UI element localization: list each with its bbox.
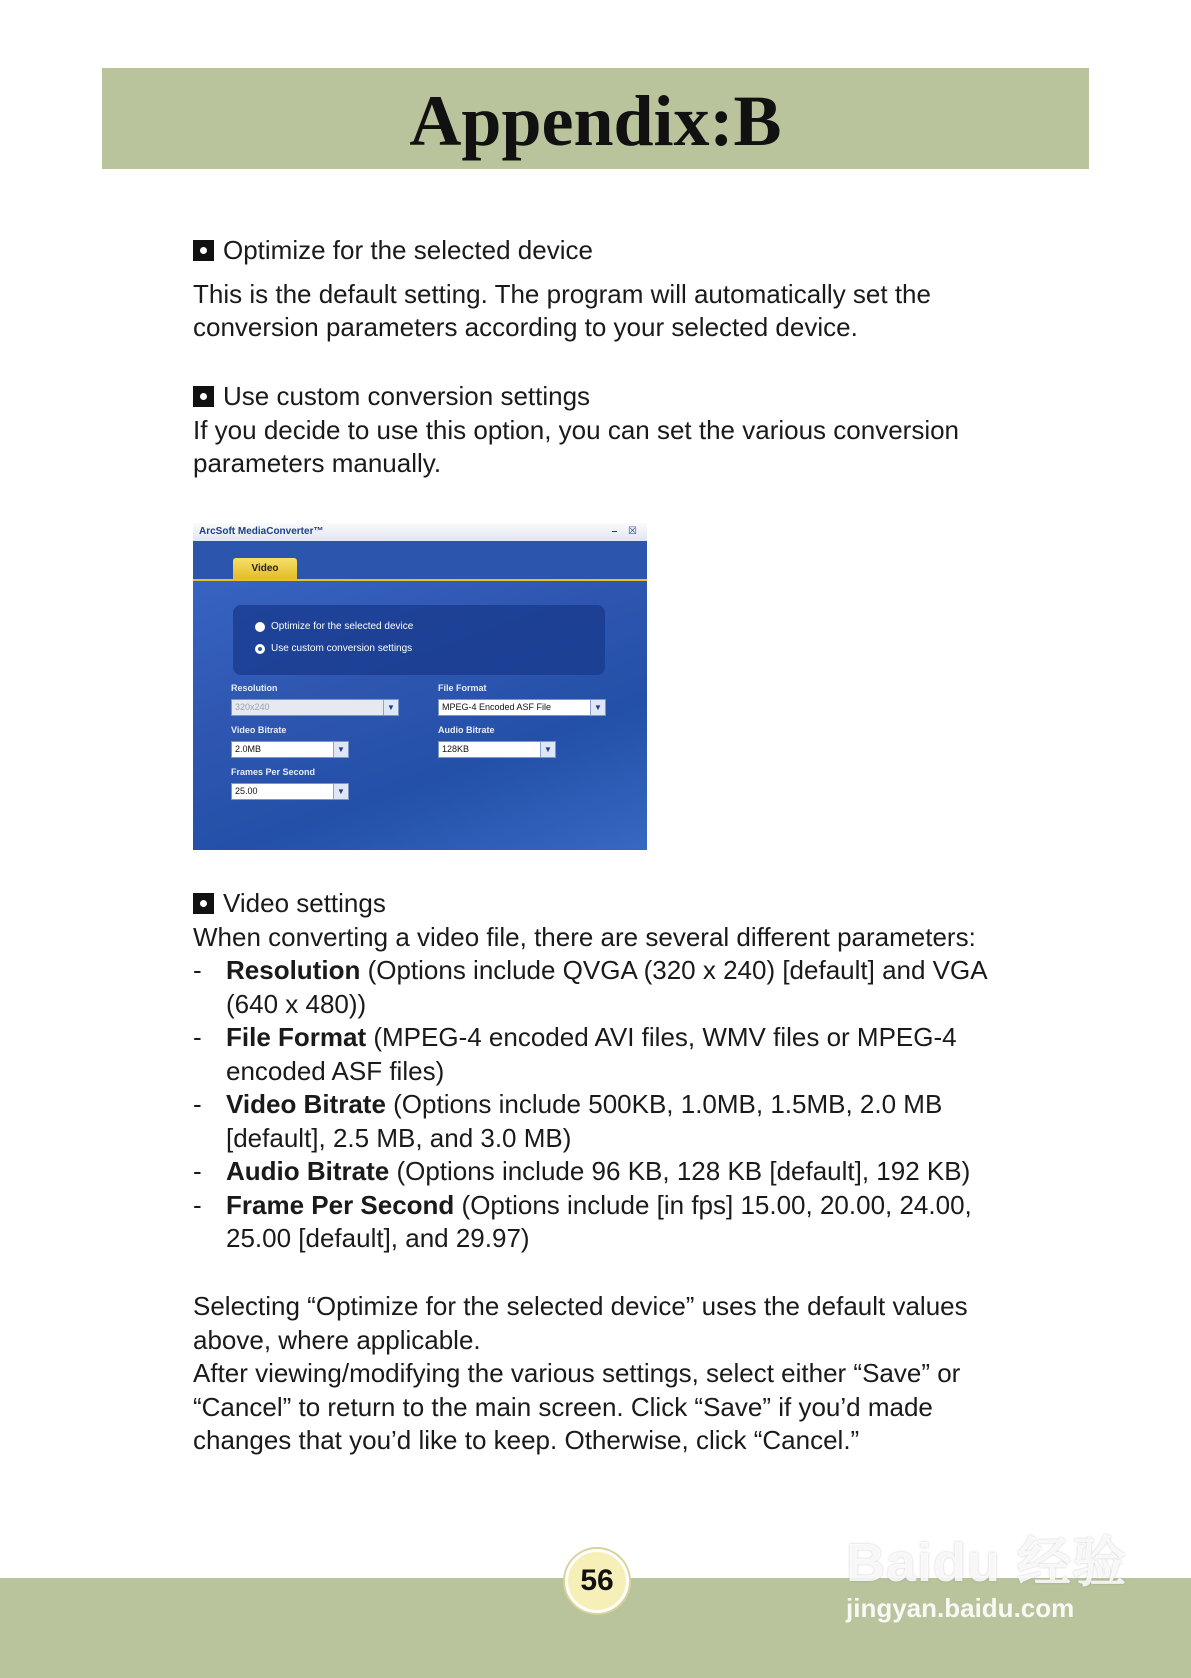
resolution-select[interactable] xyxy=(231,699,399,716)
page-number: 56 xyxy=(565,1549,629,1613)
section-video-heading xyxy=(193,887,1073,921)
watermark-brand: Baidu 经验 xyxy=(846,1533,1128,1593)
section-custom xyxy=(193,380,1073,481)
list-term: Audio Bitrate xyxy=(226,1156,390,1186)
list-dash: - xyxy=(193,1022,202,1052)
app-tabstrip xyxy=(193,541,647,581)
file-format-label: File Format xyxy=(438,683,487,693)
section-closing xyxy=(193,1290,1073,1458)
watermark-url: jingyan.baidu.com xyxy=(846,1593,1075,1623)
list-dash: - xyxy=(193,1156,202,1186)
radio-label: Optimize for the selected device xyxy=(271,621,414,632)
list-term: Video Bitrate xyxy=(226,1089,386,1119)
bullet-square-icon xyxy=(193,240,214,261)
list-text: (Options include 96 KB, 128 KB [default], 192 KB) xyxy=(389,1156,971,1186)
list-text: (MPEG-4 encoded AVI files, WMV files or MPEG-4 xyxy=(366,1022,957,1052)
paragraph-line: changes that you’d like to keep. Otherwise, click “Cancel.” xyxy=(193,1425,860,1455)
chevron-down-icon: ▼ xyxy=(333,742,348,757)
audio-bitrate-value: 128KB xyxy=(442,744,470,754)
file-format-value: MPEG-4 Encoded ASF File xyxy=(442,702,552,712)
section-custom-heading xyxy=(193,380,1073,414)
list-item xyxy=(193,1021,1073,1088)
resolution-label: Resolution xyxy=(231,683,278,693)
list-text: (Options include [in fps] 15.00, 20.00, 24.00, xyxy=(454,1189,972,1220)
radio-selected-icon xyxy=(255,644,265,654)
radio-optimize[interactable] xyxy=(255,621,413,632)
app-title: ArcSoft MediaConverter™ xyxy=(199,526,324,537)
bullet-square-icon xyxy=(193,893,214,914)
list-dash: - xyxy=(193,955,202,985)
section-optimize-heading xyxy=(193,234,1073,268)
paragraph-line: This is the default setting. The program will automatically set the xyxy=(193,278,931,309)
paragraph-line: After viewing/modifying the various settings, select either “Save” or xyxy=(193,1358,961,1388)
list-text: (640 x 480)) xyxy=(226,988,367,1019)
video-bitrate-label: Video Bitrate xyxy=(231,725,287,735)
tab-video[interactable]: Video xyxy=(233,558,297,579)
heading-text: Video settings xyxy=(223,888,386,918)
audio-bitrate-select[interactable] xyxy=(438,741,556,758)
list-text: (Options include 500KB, 1.0MB, 1.5MB, 2.0 MB xyxy=(385,1089,943,1119)
section-video xyxy=(193,887,1073,1256)
heading-text: Use custom conversion settings xyxy=(223,381,591,411)
list-dash: - xyxy=(193,1089,202,1119)
paragraph-line: conversion parameters according to your selected device. xyxy=(193,312,858,342)
chevron-down-icon: ▼ xyxy=(333,784,348,799)
paragraph-line: Selecting “Optimize for the selected device” uses the default values xyxy=(193,1291,968,1321)
section-optimize xyxy=(193,234,1073,345)
list-dash: - xyxy=(193,1189,202,1220)
list-text: [default], 2.5 MB, and 3.0 MB) xyxy=(226,1122,572,1153)
paragraph-line: above, where applicable. xyxy=(193,1324,481,1355)
list-term: Frame Per Second xyxy=(226,1189,455,1220)
list-term: Resolution xyxy=(226,955,361,985)
list-text: (Options include QVGA (320 x 240) [default] and VGA xyxy=(360,955,988,985)
header-band xyxy=(102,68,1089,169)
paragraph-line: If you decide to use this option, you can set the various conversion xyxy=(193,414,960,445)
conversion-option-box xyxy=(233,605,605,675)
chevron-down-icon: ▼ xyxy=(590,700,605,715)
baidu-watermark xyxy=(846,1520,1127,1624)
radio-icon xyxy=(255,622,265,632)
list-item xyxy=(193,1088,1073,1155)
list-term: File Format xyxy=(226,1022,367,1052)
list-text: 25.00 [default], and 29.97) xyxy=(226,1223,530,1253)
resolution-value: 320x240 xyxy=(235,702,270,712)
list-item xyxy=(193,1155,1073,1189)
app-screenshot xyxy=(193,523,647,850)
app-titlebar xyxy=(193,523,647,541)
heading-text: Optimize for the selected device xyxy=(223,235,593,265)
window-controls-icon[interactable]: – ☒ xyxy=(611,526,641,537)
radio-label: Use custom conversion settings xyxy=(271,643,413,654)
video-bitrate-value: 2.0MB xyxy=(235,744,262,754)
video-bitrate-select[interactable] xyxy=(231,741,349,758)
radio-custom[interactable] xyxy=(255,643,412,654)
fps-label: Frames Per Second xyxy=(231,767,316,777)
paragraph-line: When converting a video file, there are several different parameters: xyxy=(193,921,976,952)
chevron-down-icon: ▼ xyxy=(383,700,398,715)
list-text: encoded ASF files) xyxy=(226,1055,445,1086)
file-format-select[interactable] xyxy=(438,699,606,716)
paragraph-line: parameters manually. xyxy=(193,448,442,478)
fps-select[interactable] xyxy=(231,783,349,800)
audio-bitrate-label: Audio Bitrate xyxy=(438,725,495,735)
list-item xyxy=(193,954,1073,1021)
fps-value: 25.00 xyxy=(235,786,258,796)
bullet-square-icon xyxy=(193,386,214,407)
list-item xyxy=(193,1189,1073,1256)
page-title: Appendix:B xyxy=(409,81,782,161)
paragraph-line: “Cancel” to return to the main screen. Click “Save” if you’d made xyxy=(193,1391,933,1422)
chevron-down-icon: ▼ xyxy=(540,742,555,757)
